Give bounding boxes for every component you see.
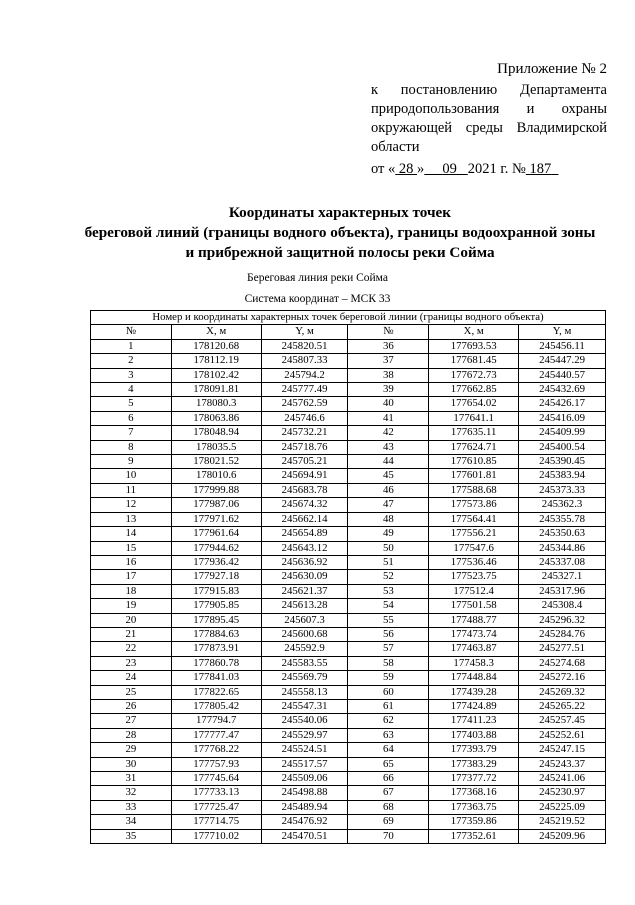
x-coordinate-cell: 177841.03 [171,671,261,685]
y-coordinate-cell: 245746.6 [261,411,348,425]
point-number-cell: 41 [348,411,429,425]
x-coordinate-cell: 177488.77 [429,613,519,627]
y-coordinate-cell: 245777.49 [261,383,348,397]
y-coordinate-cell: 245247.15 [519,743,606,757]
point-number-cell: 49 [348,527,429,541]
y-coordinate-cell: 245296.32 [519,613,606,627]
point-number-cell: 15 [91,541,172,555]
table-row [91,527,606,541]
header-y: Y, м [261,325,348,339]
y-coordinate-cell: 245569.79 [261,671,348,685]
table-row [91,800,606,814]
x-coordinate-cell: 177352.61 [429,829,519,843]
x-coordinate-cell: 177610.85 [429,455,519,469]
point-number-cell: 64 [348,743,429,757]
decree-number: 187 [529,161,552,177]
point-number-cell: 42 [348,426,429,440]
header-number: № [348,325,429,339]
point-number-cell: 32 [91,786,172,800]
x-coordinate-cell: 178112.19 [171,354,261,368]
y-coordinate-cell: 245694.91 [261,469,348,483]
point-number-cell: 48 [348,512,429,526]
y-coordinate-cell: 245274.68 [519,656,606,670]
x-coordinate-cell: 177411.23 [429,714,519,728]
point-number-cell: 17 [91,570,172,584]
y-coordinate-cell: 245509.06 [261,772,348,786]
point-number-cell: 70 [348,829,429,843]
point-number-cell: 52 [348,570,429,584]
table-row [91,656,606,670]
table-row [91,743,606,757]
point-number-cell: 40 [348,397,429,411]
table-row [91,829,606,843]
table-row [91,426,606,440]
table-body [91,339,606,843]
y-coordinate-cell: 245225.09 [519,800,606,814]
point-number-cell: 68 [348,800,429,814]
x-coordinate-cell: 177377.72 [429,772,519,786]
date-month: 09 [442,161,457,177]
y-coordinate-cell: 245654.89 [261,527,348,541]
document-heading [70,203,610,263]
point-number-cell: 18 [91,584,172,598]
x-coordinate-cell: 177463.87 [429,642,519,656]
table-row [91,584,606,598]
point-number-cell: 6 [91,411,172,425]
x-coordinate-cell: 177383.29 [429,757,519,771]
table-row [91,469,606,483]
y-coordinate-cell: 245432.69 [519,383,606,397]
point-number-cell: 66 [348,772,429,786]
appendix-date [371,160,607,179]
x-coordinate-cell: 177368.16 [429,786,519,800]
x-coordinate-cell: 177987.06 [171,498,261,512]
table-row [91,339,606,353]
x-coordinate-cell: 177403.88 [429,728,519,742]
table-row [91,627,606,641]
x-coordinate-cell: 178021.52 [171,455,261,469]
y-coordinate-cell: 245209.96 [519,829,606,843]
header-x: X, м [429,325,519,339]
x-coordinate-cell: 177681.45 [429,354,519,368]
point-number-cell: 63 [348,728,429,742]
x-coordinate-cell: 177915.83 [171,584,261,598]
y-coordinate-cell: 245592.9 [261,642,348,656]
heading-line-2: береговой линий (границы водного объекта), границы водоохранной зоны [84,224,596,241]
x-coordinate-cell: 177944.62 [171,541,261,555]
table-row [91,455,606,469]
x-coordinate-cell: 177999.88 [171,483,261,497]
point-number-cell: 7 [91,426,172,440]
point-number-cell: 27 [91,714,172,728]
point-number-cell: 1 [91,339,172,353]
table-row [91,685,606,699]
appendix-title: Приложение № 2 [497,61,607,77]
x-coordinate-cell: 177873.91 [171,642,261,656]
appendix-line-3: окружающей среды Владимирской [371,120,607,136]
x-coordinate-cell: 177363.75 [429,800,519,814]
y-coordinate-cell: 245272.16 [519,671,606,685]
x-coordinate-cell: 177547.6 [429,541,519,555]
x-coordinate-cell: 177745.64 [171,772,261,786]
x-coordinate-cell: 178048.94 [171,426,261,440]
x-coordinate-cell: 177393.79 [429,743,519,757]
x-coordinate-cell: 177714.75 [171,815,261,829]
date-day: 28 [398,161,414,177]
y-coordinate-cell: 245327.1 [519,570,606,584]
y-coordinate-cell: 245489.94 [261,800,348,814]
x-coordinate-cell: 177424.89 [429,699,519,713]
y-coordinate-cell: 245662.14 [261,512,348,526]
x-coordinate-cell: 177710.02 [171,829,261,843]
y-coordinate-cell: 245265.22 [519,699,606,713]
y-coordinate-cell: 245732.21 [261,426,348,440]
y-coordinate-cell: 245355.78 [519,512,606,526]
table-row [91,483,606,497]
y-coordinate-cell: 245426.17 [519,397,606,411]
y-coordinate-cell: 245607.3 [261,613,348,627]
point-number-cell: 10 [91,469,172,483]
point-number-cell: 51 [348,555,429,569]
y-coordinate-cell: 245498.88 [261,786,348,800]
y-coordinate-cell: 245277.51 [519,642,606,656]
point-number-cell: 23 [91,656,172,670]
x-coordinate-cell: 177927.18 [171,570,261,584]
point-number-cell: 38 [348,368,429,382]
point-number-cell: 8 [91,440,172,454]
table-header-row [91,325,606,339]
y-coordinate-cell: 245284.76 [519,627,606,641]
point-number-cell: 59 [348,671,429,685]
point-number-cell: 37 [348,354,429,368]
y-coordinate-cell: 245705.21 [261,455,348,469]
table-row [91,512,606,526]
point-number-cell: 29 [91,743,172,757]
x-coordinate-cell: 177601.81 [429,469,519,483]
y-coordinate-cell: 245583.55 [261,656,348,670]
table-row [91,772,606,786]
x-coordinate-cell: 177961.64 [171,527,261,541]
point-number-cell: 60 [348,685,429,699]
point-number-cell: 11 [91,483,172,497]
y-coordinate-cell: 245683.78 [261,483,348,497]
table-row [91,728,606,742]
y-coordinate-cell: 245219.52 [519,815,606,829]
y-coordinate-cell: 245337.08 [519,555,606,569]
x-coordinate-cell: 177805.42 [171,699,261,713]
point-number-cell: 21 [91,627,172,641]
table-row [91,440,606,454]
point-number-cell: 30 [91,757,172,771]
point-number-cell: 65 [348,757,429,771]
y-coordinate-cell: 245558.13 [261,685,348,699]
y-coordinate-cell: 245807.33 [261,354,348,368]
point-number-cell: 24 [91,671,172,685]
x-coordinate-cell: 177564.41 [429,512,519,526]
y-coordinate-cell: 245416.09 [519,411,606,425]
point-number-cell: 35 [91,829,172,843]
point-number-cell: 13 [91,512,172,526]
x-coordinate-cell: 178120.68 [171,339,261,353]
point-number-cell: 57 [348,642,429,656]
y-coordinate-cell: 245794.2 [261,368,348,382]
shoreline-subtitle: Береговая линия реки Сойма [246,272,388,284]
point-number-cell: 25 [91,685,172,699]
date-prefix: от « [371,161,396,177]
x-coordinate-cell: 177936.42 [171,555,261,569]
point-number-cell: 55 [348,613,429,627]
x-coordinate-cell: 178035.5 [171,440,261,454]
x-coordinate-cell: 177556.21 [429,527,519,541]
coordinate-system-subtitle: Система координат – МСК 33 [244,293,391,305]
table-row [91,354,606,368]
point-number-cell: 4 [91,383,172,397]
point-number-cell: 3 [91,368,172,382]
y-coordinate-cell: 245350.63 [519,527,606,541]
heading-line-3: и прибрежной защитной полосы реки Сойма [185,244,495,261]
point-number-cell: 5 [91,397,172,411]
appendix-line-2: природопользования и охраны [371,101,607,117]
y-coordinate-cell: 245241.06 [519,772,606,786]
point-number-cell: 19 [91,599,172,613]
point-number-cell: 54 [348,599,429,613]
y-coordinate-cell: 245373.33 [519,483,606,497]
y-coordinate-cell: 245529.97 [261,728,348,742]
y-coordinate-cell: 245470.51 [261,829,348,843]
point-number-cell: 53 [348,584,429,598]
x-coordinate-cell: 177641.1 [429,411,519,425]
point-number-cell: 43 [348,440,429,454]
point-number-cell: 44 [348,455,429,469]
x-coordinate-cell: 177794.7 [171,714,261,728]
appendix-line-4: области [371,139,420,155]
y-coordinate-cell: 245257.45 [519,714,606,728]
point-number-cell: 31 [91,772,172,786]
table-row [91,599,606,613]
x-coordinate-cell: 178010.6 [171,469,261,483]
y-coordinate-cell: 245456.11 [519,339,606,353]
point-number-cell: 34 [91,815,172,829]
table-row [91,541,606,555]
point-number-cell: 36 [348,339,429,353]
x-coordinate-cell: 177768.22 [171,743,261,757]
x-coordinate-cell: 177635.11 [429,426,519,440]
y-coordinate-cell: 245243.37 [519,757,606,771]
x-coordinate-cell: 177439.28 [429,685,519,699]
y-coordinate-cell: 245613.28 [261,599,348,613]
y-coordinate-cell: 245409.99 [519,426,606,440]
table-row [91,570,606,584]
x-coordinate-cell: 178102.42 [171,368,261,382]
x-coordinate-cell: 177777.47 [171,728,261,742]
x-coordinate-cell: 177473.74 [429,627,519,641]
y-coordinate-cell: 245820.51 [261,339,348,353]
point-number-cell: 33 [91,800,172,814]
y-coordinate-cell: 245400.54 [519,440,606,454]
x-coordinate-cell: 177359.86 [429,815,519,829]
y-coordinate-cell: 245643.12 [261,541,348,555]
y-coordinate-cell: 245630.09 [261,570,348,584]
point-number-cell: 28 [91,728,172,742]
point-number-cell: 46 [348,483,429,497]
point-number-cell: 14 [91,527,172,541]
point-number-cell: 50 [348,541,429,555]
x-coordinate-cell: 177536.46 [429,555,519,569]
table-row [91,642,606,656]
table-caption: Номер и координаты характерных точек береговой линии (границы водного объекта) [91,311,606,325]
y-coordinate-cell: 245547.31 [261,699,348,713]
table-row [91,613,606,627]
x-coordinate-cell: 178063.86 [171,411,261,425]
point-number-cell: 61 [348,699,429,713]
x-coordinate-cell: 177624.71 [429,440,519,454]
appendix-block [371,60,607,179]
x-coordinate-cell: 178091.81 [171,383,261,397]
x-coordinate-cell: 177757.93 [171,757,261,771]
x-coordinate-cell: 177458.3 [429,656,519,670]
table-row [91,815,606,829]
x-coordinate-cell: 177733.13 [171,786,261,800]
table-row [91,699,606,713]
y-coordinate-cell: 245718.76 [261,440,348,454]
table-row [91,368,606,382]
x-coordinate-cell: 177725.47 [171,800,261,814]
point-number-cell: 56 [348,627,429,641]
x-coordinate-cell: 177448.84 [429,671,519,685]
date-mid: » [417,161,425,177]
point-number-cell: 2 [91,354,172,368]
x-coordinate-cell: 177654.02 [429,397,519,411]
table-row [91,498,606,512]
point-number-cell: 45 [348,469,429,483]
y-coordinate-cell: 245390.45 [519,455,606,469]
date-year: 2021 г. № [467,161,526,177]
x-coordinate-cell: 177501.58 [429,599,519,613]
x-coordinate-cell: 177693.53 [429,339,519,353]
point-number-cell: 9 [91,455,172,469]
table-row [91,555,606,569]
y-coordinate-cell: 245540.06 [261,714,348,728]
x-coordinate-cell: 177895.45 [171,613,261,627]
x-coordinate-cell: 177523.75 [429,570,519,584]
y-coordinate-cell: 245447.29 [519,354,606,368]
point-number-cell: 58 [348,656,429,670]
x-coordinate-cell: 177860.78 [171,656,261,670]
point-number-cell: 69 [348,815,429,829]
y-coordinate-cell: 245383.94 [519,469,606,483]
y-coordinate-cell: 245636.92 [261,555,348,569]
table-row [91,383,606,397]
point-number-cell: 12 [91,498,172,512]
y-coordinate-cell: 245524.51 [261,743,348,757]
header-y: Y, м [519,325,606,339]
y-coordinate-cell: 245269.32 [519,685,606,699]
table-row [91,671,606,685]
header-number: № [91,325,172,339]
x-coordinate-cell: 178080.3 [171,397,261,411]
x-coordinate-cell: 177672.73 [429,368,519,382]
y-coordinate-cell: 245308.4 [519,599,606,613]
y-coordinate-cell: 245674.32 [261,498,348,512]
heading-line-1: Координаты характерных точек [228,204,452,221]
y-coordinate-cell: 245317.96 [519,584,606,598]
x-coordinate-cell: 177822.65 [171,685,261,699]
y-coordinate-cell: 245344.86 [519,541,606,555]
y-coordinate-cell: 245621.37 [261,584,348,598]
y-coordinate-cell: 245440.57 [519,368,606,382]
y-coordinate-cell: 245517.57 [261,757,348,771]
table-row [91,714,606,728]
point-number-cell: 26 [91,699,172,713]
point-number-cell: 39 [348,383,429,397]
y-coordinate-cell: 245252.61 [519,728,606,742]
point-number-cell: 67 [348,786,429,800]
point-number-cell: 16 [91,555,172,569]
x-coordinate-cell: 177662.85 [429,383,519,397]
header-x: X, м [171,325,261,339]
point-number-cell: 20 [91,613,172,627]
y-coordinate-cell: 245762.59 [261,397,348,411]
table-row [91,411,606,425]
point-number-cell: 62 [348,714,429,728]
y-coordinate-cell: 245476.92 [261,815,348,829]
y-coordinate-cell: 245600.68 [261,627,348,641]
x-coordinate-cell: 177971.62 [171,512,261,526]
x-coordinate-cell: 177905.85 [171,599,261,613]
x-coordinate-cell: 177884.63 [171,627,261,641]
coordinates-table [90,310,606,844]
x-coordinate-cell: 177512.4 [429,584,519,598]
table-row [91,757,606,771]
y-coordinate-cell: 245362.3 [519,498,606,512]
point-number-cell: 47 [348,498,429,512]
table-row [91,397,606,411]
x-coordinate-cell: 177588.68 [429,483,519,497]
x-coordinate-cell: 177573.86 [429,498,519,512]
y-coordinate-cell: 245230.97 [519,786,606,800]
table-row [91,786,606,800]
appendix-line-1: к постановлению Департамента [371,82,607,98]
point-number-cell: 22 [91,642,172,656]
